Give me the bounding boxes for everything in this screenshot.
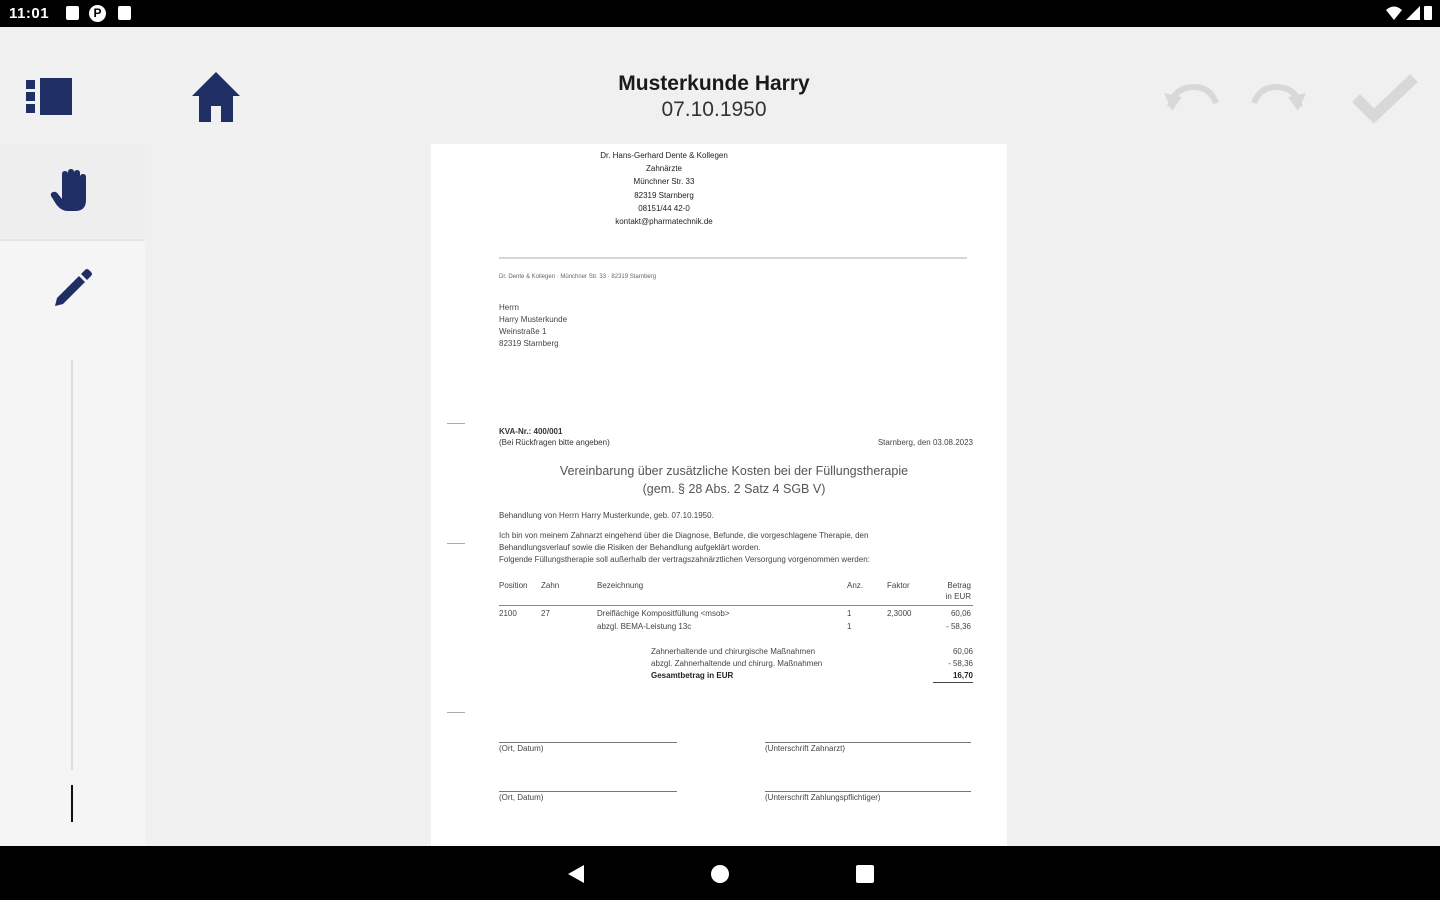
recipient-city: 82319 Starnberg [499, 339, 559, 348]
col-factor: Faktor [887, 580, 937, 606]
recents-icon[interactable] [855, 864, 875, 884]
cell-description: abzgl. BEMA-Leistung 13c [597, 622, 692, 631]
signal-icon [1406, 6, 1420, 20]
cell-factor: 2,3000 [887, 609, 912, 618]
sum-row [651, 646, 973, 658]
sum-row [651, 658, 973, 670]
document-page[interactable] [431, 144, 1007, 846]
fold-mark [447, 423, 465, 424]
subject-line: Vereinbarung über zusätzliche Kosten bei der Füllungstherapie [559, 464, 909, 478]
signature-line-dentist: (Unterschrift Zahnarzt) [765, 742, 971, 753]
app-notification-icon: P [89, 5, 106, 22]
home-button[interactable] [184, 67, 248, 127]
sd-card-icon [118, 6, 131, 20]
confirm-button[interactable] [1348, 67, 1422, 127]
recipient-street: Weinstraße 1 [499, 327, 547, 336]
cell-description: Dreiflächige Kompositfüllung <msob> [597, 609, 730, 618]
sum-label: abzgl. Zahnerhaltende und chirurg. Maßnahmen [651, 659, 823, 668]
redo-button[interactable] [1246, 77, 1310, 117]
signature-line-payer: (Unterschrift Zahlungspflichtiger) [765, 791, 971, 802]
total-value: 16,70 [952, 671, 973, 680]
col-amount-l1: Betrag [947, 581, 971, 590]
cell-amount: 60,06 [950, 609, 971, 618]
patient-name: Musterkunde Harry [618, 72, 810, 95]
stroke-width-slider-thumb[interactable] [64, 770, 80, 786]
cell-position: 2100 [499, 609, 517, 618]
table-row [499, 606, 973, 620]
consent-line: Folgende Füllungstherapie soll außerhalb der vertragszahnärztlichen Versorgung vorgenommen werden: [499, 555, 870, 564]
punch-mark [447, 543, 465, 544]
undo-button[interactable] [1160, 77, 1224, 117]
recipient-name: Harry Musterkunde [499, 315, 568, 324]
col-description: Bezeichnung [597, 580, 847, 606]
col-amount [937, 580, 973, 606]
sum-label: Zahnerhaltende und chirurgische Maßnahmen [651, 647, 816, 656]
draw-tool-button[interactable] [0, 241, 145, 335]
total-rule [933, 682, 973, 683]
hand-icon [48, 166, 98, 216]
pan-tool-button[interactable] [0, 144, 145, 238]
sidebar-toggle-button[interactable] [18, 72, 80, 122]
cell-tooth [541, 619, 597, 632]
cell-tooth: 27 [541, 609, 550, 618]
treatment-for: Behandlung von Herrn Harry Musterkunde, geb. 07.10.1950. [499, 511, 714, 520]
recipient-salutation: Herrn [499, 303, 520, 312]
kva-note: (Bei Rückfragen bitte angeben) [499, 438, 610, 447]
status-time: 11:01 [9, 5, 50, 22]
kva-block [499, 426, 610, 448]
cell-qty: 1 [847, 609, 852, 618]
sender-street: Münchner Str. 33 [633, 177, 695, 187]
sender-block [431, 149, 897, 228]
consent-line: Behandlungsverlauf sowie die Risiken der Behandlung aufgeklärt worden. [499, 543, 761, 552]
patient-birthdate: 07.10.1950 [661, 98, 767, 121]
signature-line-place-date: (Ort, Datum) [499, 742, 677, 753]
stroke-width-slider[interactable] [71, 360, 73, 780]
notification-icon [66, 6, 79, 20]
redo-icon [1248, 79, 1308, 115]
status-bar [0, 0, 1440, 27]
col-position: Position [499, 580, 541, 606]
tool-sidebar [0, 144, 145, 846]
undo-icon [1162, 79, 1222, 115]
sender-email: kontakt@pharmatechnik.de [615, 217, 713, 227]
cell-position [499, 619, 541, 632]
cell-amount: - 58,36 [946, 622, 971, 631]
consent-line: Ich bin von meinem Zahnarzt eingehend über die Diagnose, Befunde, die vorgeschlagene Therapie, den [499, 531, 869, 540]
col-qty: Anz. [847, 580, 887, 606]
stroke-width-preview [71, 785, 73, 822]
signature-line-place-date: (Ort, Datum) [499, 791, 677, 802]
pencil-icon [51, 266, 95, 310]
sender-city: 82319 Starnberg [634, 190, 694, 200]
confirm-check-icon [1350, 70, 1420, 124]
sidebar-toggle-icon [21, 75, 77, 119]
home-icon [188, 68, 244, 126]
totals-block [651, 646, 973, 682]
subject-legal-ref: (gem. § 28 Abs. 2 Satz 4 SGB V) [642, 482, 826, 496]
table-row [499, 619, 973, 632]
patient-header [520, 71, 908, 123]
sender-line: Zahnärzte [645, 164, 683, 174]
sum-value: - 58,36 [948, 659, 973, 668]
recipient-address [499, 302, 567, 350]
wifi-icon [1386, 6, 1402, 20]
subject [499, 462, 969, 498]
cell-qty: 1 [847, 622, 852, 631]
sum-value: 60,06 [952, 647, 973, 656]
kva-number: KVA-Nr.: 400/001 [499, 427, 563, 436]
system-nav-bar [0, 846, 1440, 900]
header-rule [499, 257, 967, 259]
sender-phone: 08151/44 42-0 [638, 203, 690, 213]
home-nav-icon[interactable] [710, 864, 730, 884]
app-header [0, 27, 1440, 144]
col-amount-l2: in EUR [945, 592, 971, 601]
return-address: Dr. Dente & Kollegen · Münchner Str. 33 · 82319 Starnberg [499, 274, 657, 280]
cell-factor [887, 619, 937, 632]
battery-icon [1424, 5, 1432, 20]
back-icon[interactable] [566, 864, 586, 884]
fold-mark [447, 712, 465, 713]
total-label: Gesamtbetrag in EUR [651, 671, 734, 680]
col-tooth: Zahn [541, 580, 597, 606]
document-viewer[interactable] [145, 144, 1440, 846]
cost-table [499, 580, 973, 632]
consent-text [499, 530, 969, 566]
total-row [651, 670, 973, 682]
place-date: Starnberg, den 03.08.2023 [877, 438, 973, 447]
sender-name: Dr. Hans-Gerhard Dente & Kollegen [600, 151, 728, 160]
